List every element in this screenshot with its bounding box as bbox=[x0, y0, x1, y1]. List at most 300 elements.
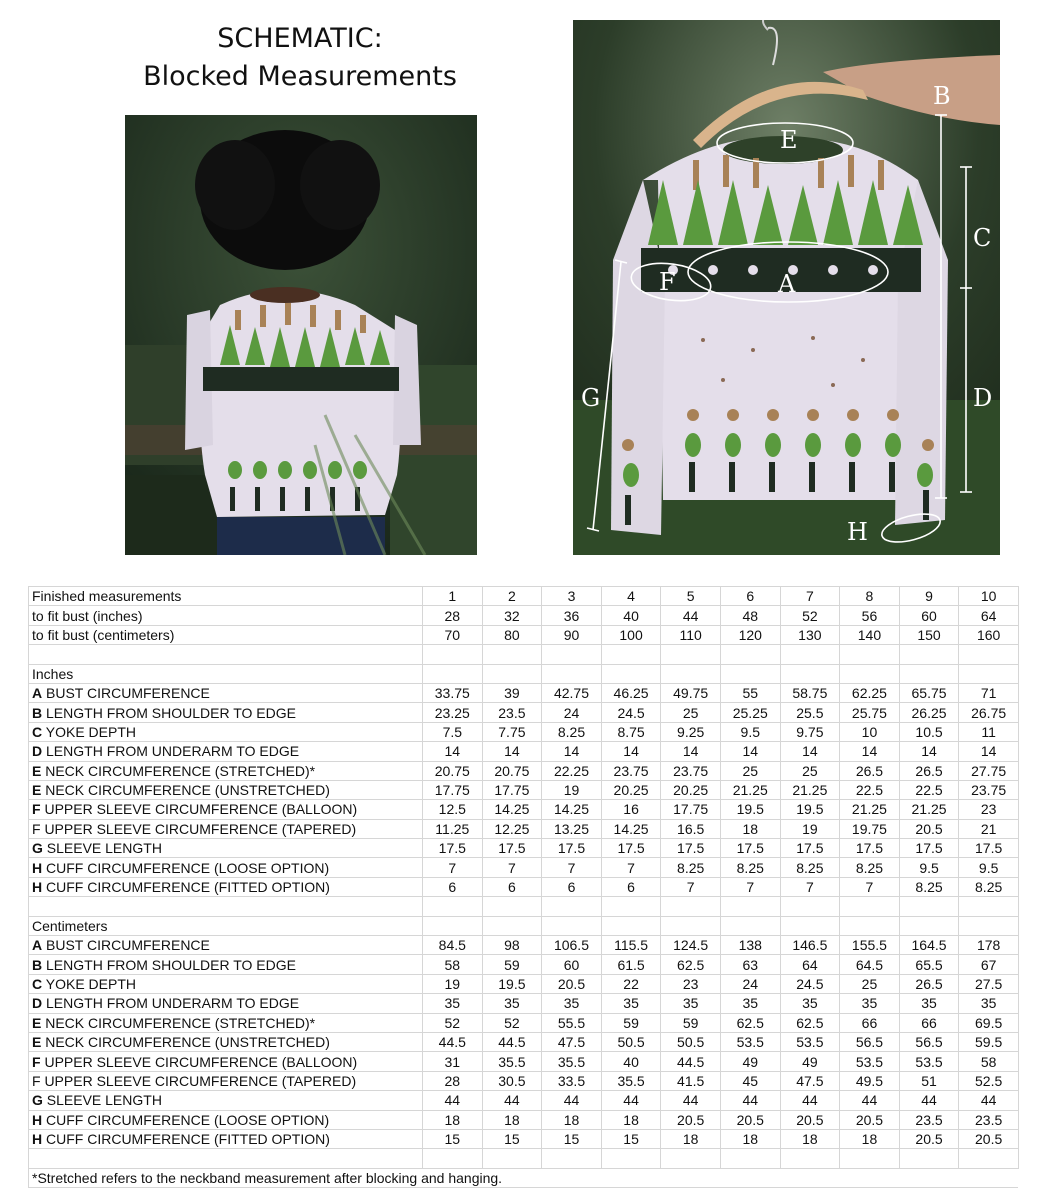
table-cell: 20.5 bbox=[899, 1129, 959, 1148]
measurement-letter: D bbox=[32, 995, 43, 1012]
table-cell: 15 bbox=[601, 1129, 661, 1148]
table-cell: 14 bbox=[720, 742, 780, 761]
row-label-text: to fit bust (inches) bbox=[32, 607, 143, 624]
table-cell bbox=[482, 645, 542, 664]
table-cell: 15 bbox=[542, 1129, 602, 1148]
measurement-letter: E bbox=[32, 782, 42, 799]
table-cell: 44 bbox=[720, 1091, 780, 1110]
table-cell: 6 bbox=[482, 877, 542, 896]
table-cell: 44 bbox=[840, 1091, 900, 1110]
table-cell: 18 bbox=[720, 819, 780, 838]
table-cell bbox=[959, 916, 1019, 935]
table-cell bbox=[661, 916, 721, 935]
table-cell: 7.5 bbox=[423, 722, 483, 741]
table-cell: 80 bbox=[482, 625, 542, 644]
table-row bbox=[29, 1091, 1019, 1110]
table-row bbox=[29, 955, 1019, 974]
table-cell: 27.5 bbox=[959, 974, 1019, 993]
table-cell: 23.5 bbox=[899, 1110, 959, 1129]
row-label bbox=[29, 606, 423, 625]
table-cell: 62.5 bbox=[661, 955, 721, 974]
table-cell: 39 bbox=[482, 683, 542, 702]
table-cell bbox=[601, 1149, 661, 1168]
table-cell: 18 bbox=[720, 1129, 780, 1148]
row-label bbox=[29, 587, 423, 606]
table-cell bbox=[482, 897, 542, 916]
table-cell: 90 bbox=[542, 625, 602, 644]
diagram-label-c: C bbox=[973, 224, 992, 252]
table-cell: 14 bbox=[482, 742, 542, 761]
measurement-letter: H bbox=[32, 1111, 43, 1128]
table-cell: 35.5 bbox=[482, 1052, 542, 1071]
table-cell: 9.75 bbox=[780, 722, 840, 741]
table-cell: 65.75 bbox=[899, 683, 959, 702]
row-label bbox=[29, 858, 423, 877]
row-label bbox=[29, 1032, 423, 1051]
table-cell bbox=[780, 916, 840, 935]
table-cell: 11.25 bbox=[423, 819, 483, 838]
table-cell: 20.25 bbox=[601, 780, 661, 799]
row-label bbox=[29, 1052, 423, 1071]
table-cell: 24 bbox=[542, 703, 602, 722]
table-cell bbox=[423, 645, 483, 664]
table-cell bbox=[423, 664, 483, 683]
table-cell: 25.75 bbox=[840, 703, 900, 722]
table-cell: 15 bbox=[482, 1129, 542, 1148]
table-cell: 7 bbox=[720, 877, 780, 896]
measurement-letter: B bbox=[32, 704, 43, 721]
table-cell: 98 bbox=[482, 936, 542, 955]
table-cell: 11 bbox=[959, 722, 1019, 741]
table-cell: 24.5 bbox=[601, 703, 661, 722]
table-cell: 53.5 bbox=[840, 1052, 900, 1071]
table-cell: 48 bbox=[720, 606, 780, 625]
row-label bbox=[29, 683, 423, 702]
table-cell: 53.5 bbox=[720, 1032, 780, 1051]
table-cell: 138 bbox=[720, 936, 780, 955]
table-cell: 1 bbox=[423, 587, 483, 606]
table-cell: 8.25 bbox=[780, 858, 840, 877]
table-cell: 25 bbox=[840, 974, 900, 993]
table-cell: 35 bbox=[899, 994, 959, 1013]
table-cell: 44 bbox=[959, 1091, 1019, 1110]
table-cell: 59.5 bbox=[959, 1032, 1019, 1051]
table-cell: 44.5 bbox=[482, 1032, 542, 1051]
measurement-letter: E bbox=[32, 762, 42, 779]
row-label-text: F UPPER SLEEVE CIRCUMFERENCE (TAPERED) bbox=[32, 820, 357, 837]
table-cell: 10 bbox=[840, 722, 900, 741]
diagram-label-f: F bbox=[659, 268, 676, 296]
table-cell: 50.5 bbox=[601, 1032, 661, 1051]
table-cell bbox=[601, 916, 661, 935]
table-cell: 36 bbox=[542, 606, 602, 625]
measurement-letter: B bbox=[32, 956, 43, 973]
row-label-text: Finished measurements bbox=[32, 588, 182, 605]
table-row bbox=[29, 819, 1019, 838]
row-label-text: NECK CIRCUMFERENCE (STRETCHED)* bbox=[45, 762, 316, 779]
table-cell: 14 bbox=[661, 742, 721, 761]
table-row bbox=[29, 1032, 1019, 1051]
table-cell bbox=[542, 916, 602, 935]
row-label-text: LENGTH FROM SHOULDER TO EDGE bbox=[46, 956, 296, 973]
table-cell: 17.5 bbox=[959, 839, 1019, 858]
table-cell: 52 bbox=[780, 606, 840, 625]
table-cell: 26.5 bbox=[899, 761, 959, 780]
table-cell: 64 bbox=[780, 955, 840, 974]
table-cell bbox=[720, 664, 780, 683]
table-cell: 14.25 bbox=[601, 819, 661, 838]
table-cell: 49 bbox=[780, 1052, 840, 1071]
table-cell: 51 bbox=[899, 1071, 959, 1090]
table-cell: 33.75 bbox=[423, 683, 483, 702]
section-heading-row bbox=[29, 664, 1019, 683]
table-cell: 20.5 bbox=[720, 1110, 780, 1129]
table-cell: 9.5 bbox=[899, 858, 959, 877]
table-cell bbox=[542, 1149, 602, 1168]
table-cell: 17.5 bbox=[840, 839, 900, 858]
table-row bbox=[29, 858, 1019, 877]
table-cell: 35 bbox=[959, 994, 1019, 1013]
table-cell: 19.75 bbox=[840, 819, 900, 838]
table-cell: 16 bbox=[601, 800, 661, 819]
table-cell: 59 bbox=[601, 1013, 661, 1032]
table-cell: 8.25 bbox=[899, 877, 959, 896]
table-cell: 14 bbox=[542, 742, 602, 761]
model-back-view-photo bbox=[125, 115, 477, 555]
table-cell: 7 bbox=[482, 858, 542, 877]
table-row bbox=[29, 722, 1019, 741]
table-cell: 9.5 bbox=[959, 858, 1019, 877]
table-cell: 20.5 bbox=[780, 1110, 840, 1129]
row-label bbox=[29, 1091, 423, 1110]
table-cell: 12.25 bbox=[482, 819, 542, 838]
measurement-letter: D bbox=[32, 743, 43, 760]
table-cell: 23.5 bbox=[482, 703, 542, 722]
table-cell: 44 bbox=[601, 1091, 661, 1110]
row-label bbox=[29, 1071, 423, 1090]
row-label bbox=[29, 877, 423, 896]
table-cell: 17.75 bbox=[661, 800, 721, 819]
table-cell: 42.75 bbox=[542, 683, 602, 702]
measurement-letter: H bbox=[32, 879, 43, 896]
table-cell: 31 bbox=[423, 1052, 483, 1071]
diagram-label-g: G bbox=[581, 384, 601, 412]
table-cell: 26.5 bbox=[899, 974, 959, 993]
table-cell: 8.25 bbox=[661, 858, 721, 877]
row-label-text: YOKE DEPTH bbox=[45, 976, 137, 992]
table-cell: 44 bbox=[423, 1091, 483, 1110]
table-cell: 18 bbox=[423, 1110, 483, 1129]
table-cell: 35 bbox=[720, 994, 780, 1013]
table-cell: 17.5 bbox=[720, 839, 780, 858]
table-cell bbox=[423, 916, 483, 935]
table-cell: 44 bbox=[661, 606, 721, 625]
table-cell: 3 bbox=[542, 587, 602, 606]
row-label-text: NECK CIRCUMFERENCE (STRETCHED)* bbox=[45, 1014, 316, 1031]
section-heading-row bbox=[29, 916, 1019, 935]
spacer-row bbox=[29, 645, 1019, 664]
table-cell: 45 bbox=[720, 1071, 780, 1090]
table-cell: 9 bbox=[899, 587, 959, 606]
table-cell: 21 bbox=[959, 819, 1019, 838]
table-cell bbox=[661, 645, 721, 664]
row-label bbox=[29, 897, 423, 916]
table-cell: 24 bbox=[720, 974, 780, 993]
table-cell: 21.25 bbox=[780, 780, 840, 799]
table-cell: 56 bbox=[840, 606, 900, 625]
table-cell: 44 bbox=[542, 1091, 602, 1110]
table-row bbox=[29, 800, 1019, 819]
table-cell: 150 bbox=[899, 625, 959, 644]
table-cell: 26.25 bbox=[899, 703, 959, 722]
table-cell: 64 bbox=[959, 606, 1019, 625]
table-cell bbox=[661, 1149, 721, 1168]
row-label-text: CUFF CIRCUMFERENCE (LOOSE OPTION) bbox=[46, 1111, 330, 1128]
table-cell: 27.75 bbox=[959, 761, 1019, 780]
table-row bbox=[29, 703, 1019, 722]
table-cell: 61.5 bbox=[601, 955, 661, 974]
table-row bbox=[29, 936, 1019, 955]
table-cell: 160 bbox=[959, 625, 1019, 644]
table-cell: 25 bbox=[720, 761, 780, 780]
table-cell bbox=[482, 664, 542, 683]
table-cell: 56.5 bbox=[840, 1032, 900, 1051]
table-row bbox=[29, 839, 1019, 858]
row-label-text: BUST CIRCUMFERENCE bbox=[46, 937, 210, 954]
row-label-text: LENGTH FROM SHOULDER TO EDGE bbox=[46, 704, 296, 721]
table-cell: 26.5 bbox=[840, 761, 900, 780]
row-label-text: UPPER SLEEVE CIRCUMFERENCE (BALLOON) bbox=[44, 1053, 358, 1070]
table-cell: 9.25 bbox=[661, 722, 721, 741]
row-label bbox=[29, 722, 423, 741]
table-cell: 110 bbox=[661, 625, 721, 644]
table-cell bbox=[720, 916, 780, 935]
table-cell: 8 bbox=[840, 587, 900, 606]
table-cell: 22.25 bbox=[542, 761, 602, 780]
table-cell bbox=[840, 645, 900, 664]
table-cell: 178 bbox=[959, 936, 1019, 955]
table-cell: 53.5 bbox=[899, 1052, 959, 1071]
table-cell: 67 bbox=[959, 955, 1019, 974]
fit-row bbox=[29, 625, 1019, 644]
table-cell: 124.5 bbox=[661, 936, 721, 955]
table-cell: 9.5 bbox=[720, 722, 780, 741]
table-cell bbox=[840, 897, 900, 916]
table-cell: 17.5 bbox=[601, 839, 661, 858]
table-cell: 7 bbox=[423, 858, 483, 877]
table-cell: 19 bbox=[423, 974, 483, 993]
table-cell: 60 bbox=[899, 606, 959, 625]
measurement-letter: C bbox=[32, 976, 43, 992]
table-cell bbox=[899, 897, 959, 916]
table-row bbox=[29, 974, 1019, 993]
table-cell: 20.25 bbox=[661, 780, 721, 799]
row-label-text: BUST CIRCUMFERENCE bbox=[46, 685, 210, 702]
row-label-text: CUFF CIRCUMFERENCE (LOOSE OPTION) bbox=[46, 859, 330, 876]
table-cell: 6 bbox=[601, 877, 661, 896]
table-cell: 17.5 bbox=[899, 839, 959, 858]
table-cell: 8.25 bbox=[840, 858, 900, 877]
table-cell: 20.5 bbox=[661, 1110, 721, 1129]
table-cell: 58 bbox=[959, 1052, 1019, 1071]
table-cell: 7 bbox=[780, 587, 840, 606]
table-cell: 19.5 bbox=[780, 800, 840, 819]
table-cell: 6 bbox=[720, 587, 780, 606]
table-cell: 21.25 bbox=[899, 800, 959, 819]
table-cell: 14.25 bbox=[542, 800, 602, 819]
table-cell: 7 bbox=[542, 858, 602, 877]
table-cell: 17.5 bbox=[780, 839, 840, 858]
row-label-text: Centimeters bbox=[32, 917, 108, 934]
row-label-text: YOKE DEPTH bbox=[45, 723, 137, 740]
table-cell: 7 bbox=[780, 877, 840, 896]
table-cell: 32 bbox=[482, 606, 542, 625]
measurement-letter: A bbox=[32, 685, 43, 702]
table-cell: 8.25 bbox=[959, 877, 1019, 896]
table-cell: 64.5 bbox=[840, 955, 900, 974]
table-cell bbox=[780, 897, 840, 916]
table-cell: 20.5 bbox=[542, 974, 602, 993]
table-cell: 25.5 bbox=[780, 703, 840, 722]
table-cell bbox=[899, 916, 959, 935]
table-cell: 17.75 bbox=[423, 780, 483, 799]
table-cell: 63 bbox=[720, 955, 780, 974]
table-cell: 2 bbox=[482, 587, 542, 606]
table-cell: 60 bbox=[542, 955, 602, 974]
row-label bbox=[29, 974, 423, 993]
table-row bbox=[29, 1129, 1019, 1148]
table-cell: 14 bbox=[899, 742, 959, 761]
row-label bbox=[29, 800, 423, 819]
table-cell bbox=[661, 897, 721, 916]
table-cell: 35.5 bbox=[542, 1052, 602, 1071]
table-cell: 25 bbox=[661, 703, 721, 722]
table-cell: 35 bbox=[542, 994, 602, 1013]
table-cell: 53.5 bbox=[780, 1032, 840, 1051]
table-cell: 146.5 bbox=[780, 936, 840, 955]
table-cell: 84.5 bbox=[423, 936, 483, 955]
table-cell: 19.5 bbox=[482, 974, 542, 993]
diagram-label-a: A bbox=[778, 270, 796, 298]
table-cell: 52 bbox=[482, 1013, 542, 1032]
table-cell: 47.5 bbox=[542, 1032, 602, 1051]
diagram-label-h: H bbox=[847, 518, 868, 546]
diagram-label-e: E bbox=[780, 126, 798, 154]
table-cell bbox=[601, 897, 661, 916]
row-label bbox=[29, 625, 423, 644]
table-cell: 69.5 bbox=[959, 1013, 1019, 1032]
row-label-text: SLEEVE LENGTH bbox=[46, 1092, 162, 1109]
row-label bbox=[29, 839, 423, 858]
measurement-letter: H bbox=[32, 1131, 43, 1148]
table-cell bbox=[542, 645, 602, 664]
table-cell bbox=[840, 664, 900, 683]
table-cell: 40 bbox=[601, 606, 661, 625]
table-cell: 66 bbox=[840, 1013, 900, 1032]
table-cell: 10 bbox=[959, 587, 1019, 606]
measurement-letter: G bbox=[32, 840, 43, 857]
table-cell: 28 bbox=[423, 1071, 483, 1090]
measurement-letter: C bbox=[32, 723, 43, 740]
measurement-letter: A bbox=[32, 937, 43, 954]
table-cell: 20.75 bbox=[423, 761, 483, 780]
table-cell: 59 bbox=[661, 1013, 721, 1032]
hanging-sweater-schematic-photo bbox=[573, 20, 1000, 555]
spacer-row bbox=[29, 897, 1019, 916]
table-cell: 44 bbox=[661, 1091, 721, 1110]
table-cell: 55 bbox=[720, 683, 780, 702]
row-label bbox=[29, 1110, 423, 1129]
table-cell bbox=[661, 664, 721, 683]
table-cell bbox=[542, 664, 602, 683]
table-cell: 20.5 bbox=[959, 1129, 1019, 1148]
table-cell: 4 bbox=[601, 587, 661, 606]
table-cell: 49 bbox=[720, 1052, 780, 1071]
table-cell: 26.75 bbox=[959, 703, 1019, 722]
table-cell: 70 bbox=[423, 625, 483, 644]
table-cell: 35.5 bbox=[601, 1071, 661, 1090]
table-cell: 5 bbox=[661, 587, 721, 606]
row-label-text: CUFF CIRCUMFERENCE (FITTED OPTION) bbox=[46, 1131, 330, 1148]
table-cell: 21.25 bbox=[840, 800, 900, 819]
table-cell: 44.5 bbox=[661, 1052, 721, 1071]
table-cell: 15 bbox=[423, 1129, 483, 1148]
row-label-text: Inches bbox=[32, 665, 74, 682]
table-cell bbox=[899, 664, 959, 683]
table-cell: 23.5 bbox=[959, 1110, 1019, 1129]
spacer-row bbox=[29, 1149, 1019, 1168]
measurement-letter: F bbox=[32, 1053, 41, 1070]
table-cell: 106.5 bbox=[542, 936, 602, 955]
table-cell: 25 bbox=[780, 761, 840, 780]
table-cell: 71 bbox=[959, 683, 1019, 702]
table-cell bbox=[601, 645, 661, 664]
table-cell: 49.75 bbox=[661, 683, 721, 702]
footnote-row bbox=[29, 1168, 1019, 1187]
row-label-text: NECK CIRCUMFERENCE (UNSTRETCHED) bbox=[45, 782, 330, 799]
table-row bbox=[29, 742, 1019, 761]
table-cell: 17.75 bbox=[482, 780, 542, 799]
table-cell bbox=[780, 664, 840, 683]
table-cell: 58.75 bbox=[780, 683, 840, 702]
row-label bbox=[29, 780, 423, 799]
table-cell: 14 bbox=[840, 742, 900, 761]
table-cell: 14 bbox=[423, 742, 483, 761]
row-label-text: SLEEVE LENGTH bbox=[46, 840, 162, 857]
table-cell: 14.25 bbox=[482, 800, 542, 819]
row-label bbox=[29, 1149, 423, 1168]
table-cell bbox=[840, 1149, 900, 1168]
measurements-table bbox=[28, 586, 1019, 1188]
table-cell: 47.5 bbox=[780, 1071, 840, 1090]
table-row bbox=[29, 1110, 1019, 1129]
table-cell: 10.5 bbox=[899, 722, 959, 741]
table-cell: 18 bbox=[542, 1110, 602, 1129]
table-cell: 23.75 bbox=[661, 761, 721, 780]
table-cell bbox=[780, 645, 840, 664]
row-label bbox=[29, 936, 423, 955]
table-cell: 24.5 bbox=[780, 974, 840, 993]
table-cell: 25.25 bbox=[720, 703, 780, 722]
table-cell: 14 bbox=[780, 742, 840, 761]
table-cell: 18 bbox=[482, 1110, 542, 1129]
table-cell: 140 bbox=[840, 625, 900, 644]
table-cell: 56.5 bbox=[899, 1032, 959, 1051]
table-cell bbox=[720, 897, 780, 916]
title-line-2: Blocked Measurements bbox=[143, 61, 457, 92]
table-cell: 44 bbox=[482, 1091, 542, 1110]
row-label bbox=[29, 916, 423, 935]
